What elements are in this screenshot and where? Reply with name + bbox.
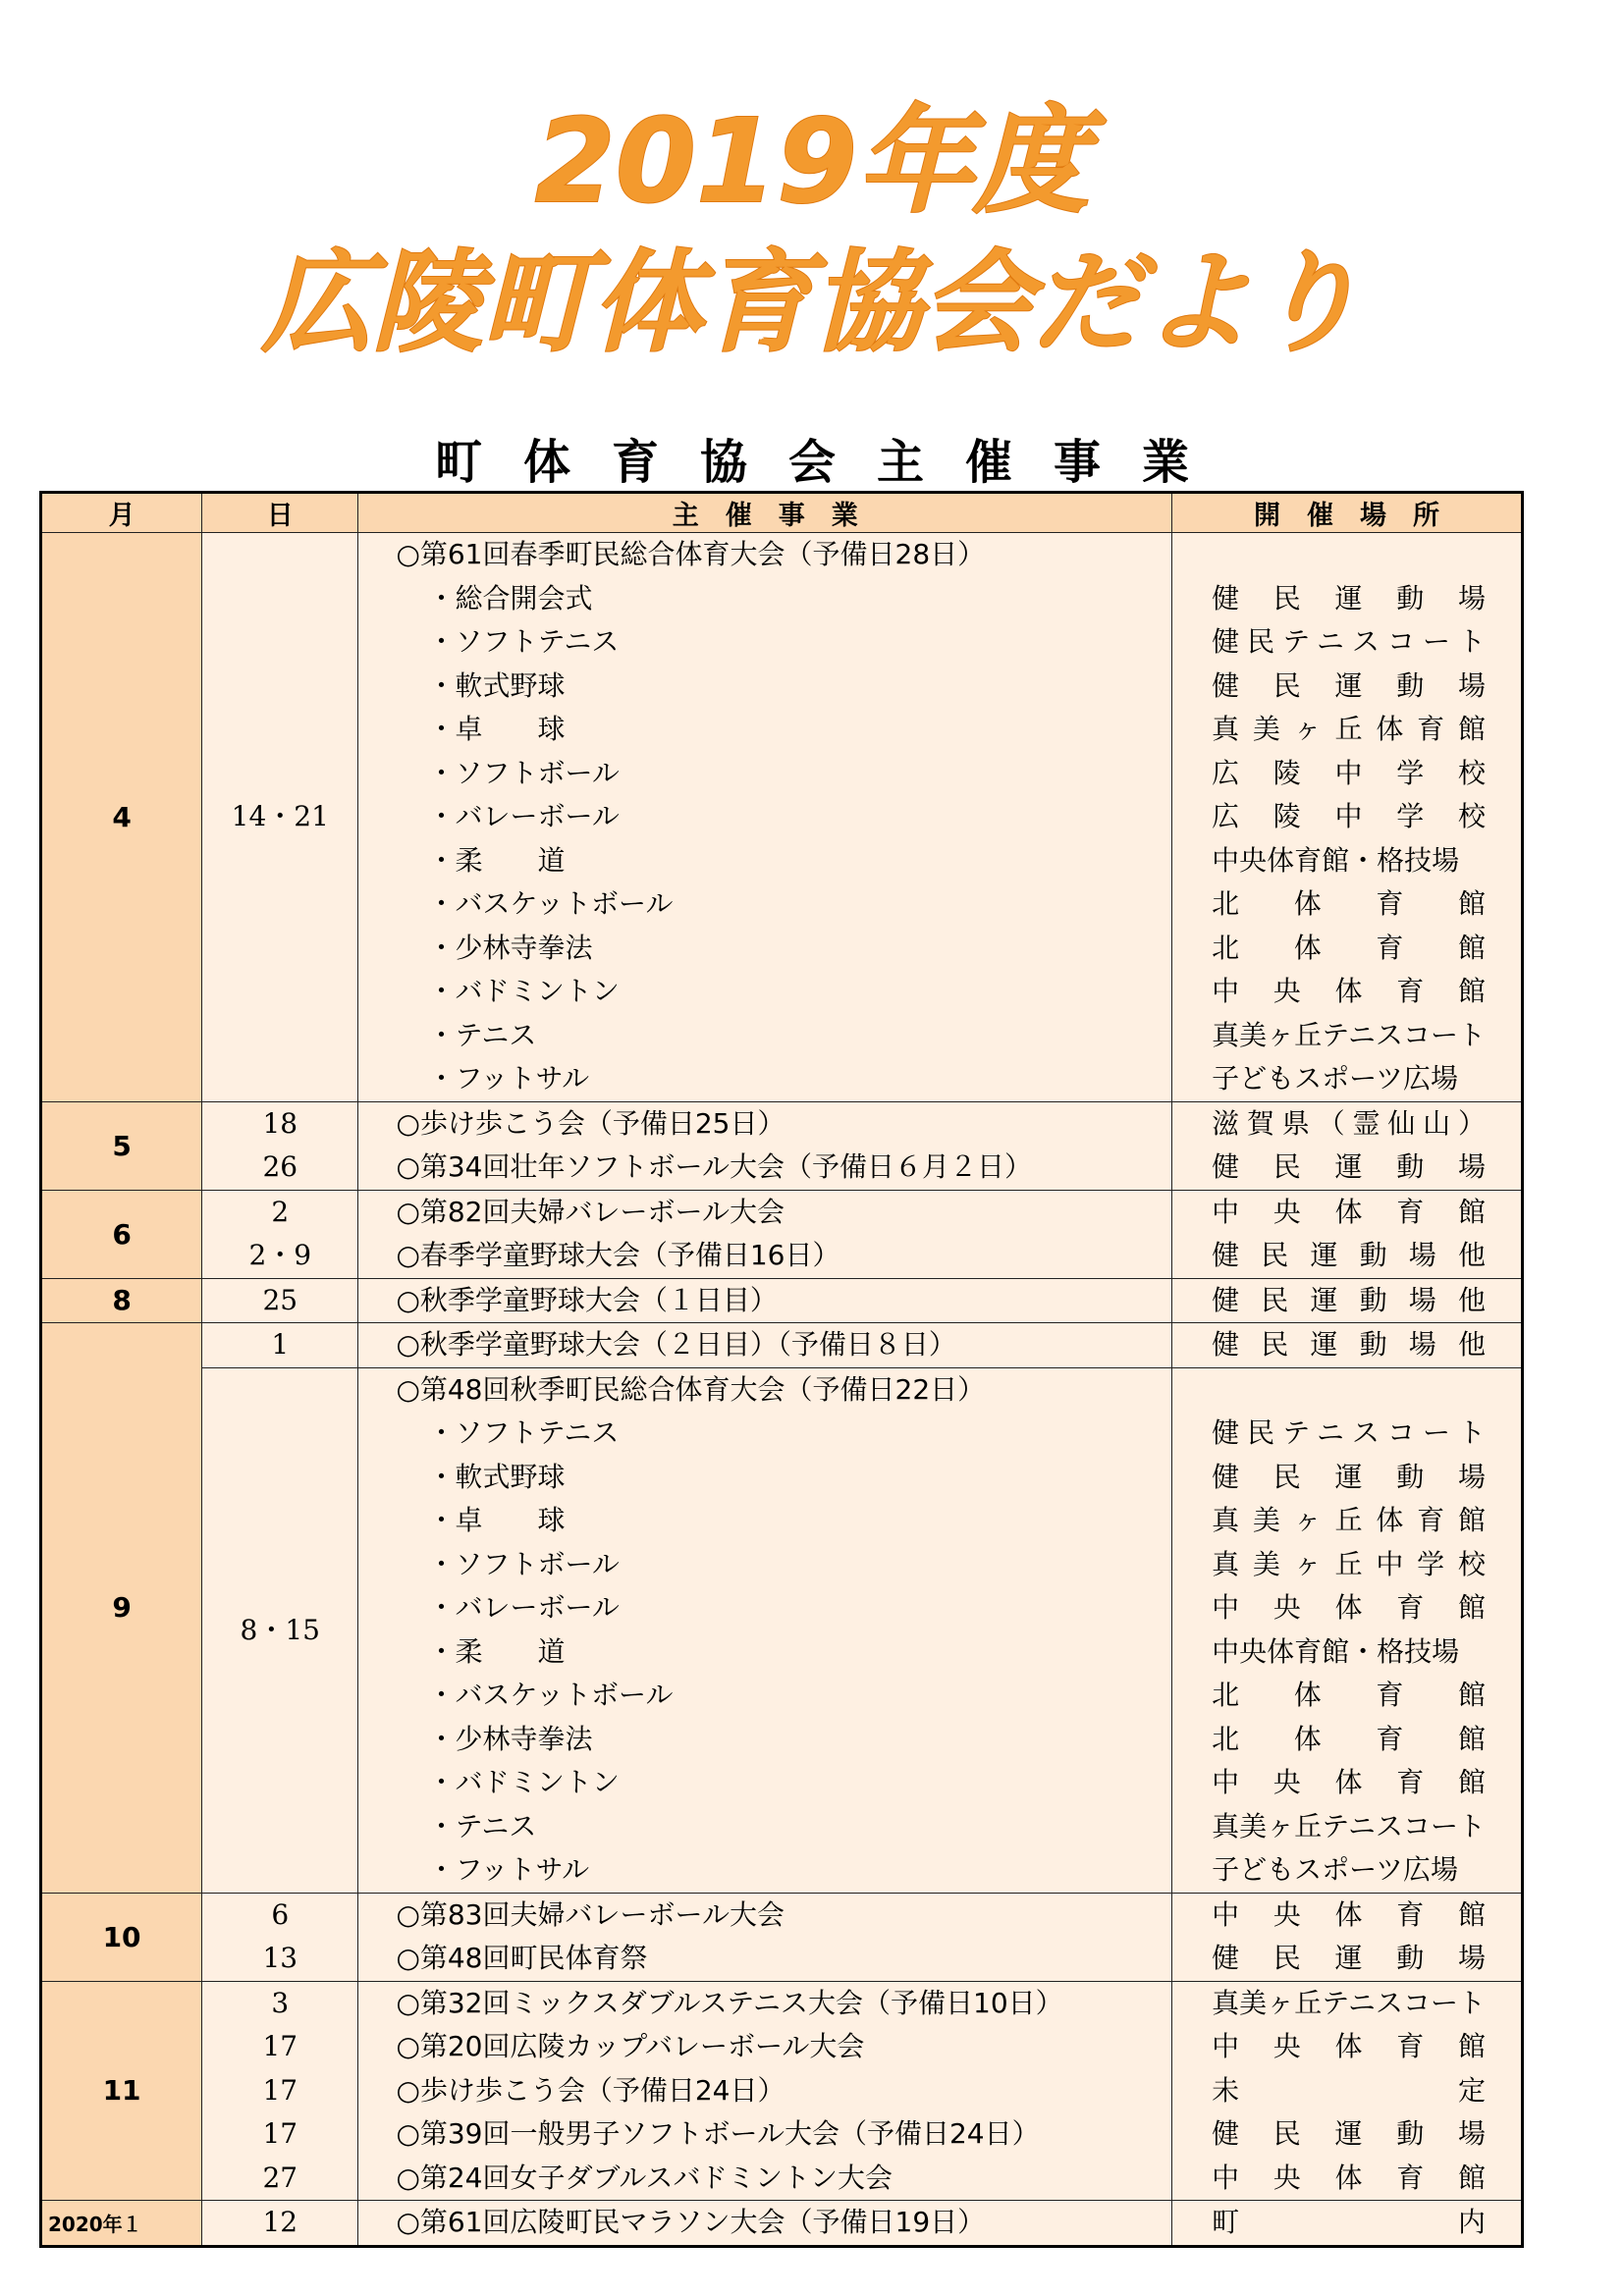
table-row <box>41 1981 1523 2201</box>
table-row <box>41 1323 1523 1368</box>
sub-event-name: ・フットサル <box>427 1062 590 1095</box>
event-name: ○第32回ミックスダブルステニス大会（予備日10日） <box>396 1986 1063 2019</box>
venue-cell <box>1172 1981 1523 2201</box>
day-value: 17 <box>262 2030 298 2062</box>
sub-event-name: ・テニス <box>427 1809 537 1842</box>
day-value: 13 <box>262 1942 298 1974</box>
event-name: ○秋季学童野球大会（１日目） <box>396 1283 778 1316</box>
header-venue: 開 催 場 所 <box>1172 493 1523 533</box>
table-row <box>41 2201 1523 2247</box>
table-row <box>41 1893 1523 1981</box>
venue-cell <box>1172 533 1523 1102</box>
event-cell <box>358 1323 1172 1368</box>
venue-name: 北体育館 <box>1212 1679 1486 1711</box>
month-cell: 8 <box>41 1278 202 1323</box>
sub-event-name: ・テニス <box>427 1018 537 1051</box>
sub-event-name: ・柔 道 <box>427 843 566 877</box>
sub-event-name: ・軟式野球 <box>427 668 566 702</box>
venue-name: 中央体育館・格技場 <box>1212 1634 1460 1668</box>
event-name: ○第39回一般男子ソフトボール大会（予備日24日） <box>396 2117 1040 2150</box>
event-name: ○春季学童野球大会（予備日16日） <box>396 1239 840 1271</box>
table-row <box>41 533 1523 1102</box>
title-line-2-text: 広陵町体育協会だより <box>262 240 1362 367</box>
day-cell <box>202 1981 358 2201</box>
venue-name <box>1172 1368 1521 1413</box>
venue-name: 健民運動場他 <box>1212 1239 1486 1271</box>
sub-event-name: ・バスケットボール <box>427 1679 674 1711</box>
day-value: 26 <box>262 1150 298 1183</box>
venue-cell <box>1172 2201 1523 2247</box>
sub-event-name: ・少林寺拳法 <box>427 1722 593 1755</box>
venue-cell <box>1172 1278 1523 1323</box>
month-cell: 11 <box>41 1981 202 2201</box>
day-cell <box>202 1101 358 1190</box>
month-cell: 6 <box>41 1190 202 1278</box>
event-name: ○第20回広陵カップバレーボール大会 <box>396 2030 865 2062</box>
venue-name: 中央体育館 <box>1212 1591 1486 1624</box>
header-month: 月 <box>41 493 202 533</box>
title-line-1 <box>0 98 1624 226</box>
table-row <box>41 1190 1523 1278</box>
event-name: ○第61回春季町民総合体育大会（予備日28日） <box>396 538 986 570</box>
sub-event-name: ・軟式野球 <box>427 1460 566 1493</box>
sub-event-name: ・ソフトテニス <box>427 625 620 658</box>
day-value: 2・9 <box>248 1239 312 1271</box>
venue-name: 真美ヶ丘テニスコート <box>1212 1986 1486 2019</box>
venue-name: 子どもスポーツ広場 <box>1212 1853 1458 1886</box>
event-cell <box>358 533 1172 1102</box>
event-name: ○第61回広陵町民マラソン大会（予備日19日） <box>396 2206 986 2238</box>
event-cell <box>358 1981 1172 2201</box>
table-row <box>41 1101 1523 1190</box>
venue-name: 中央体育館 <box>1212 1195 1486 1228</box>
day-value: 18 <box>262 1106 298 1140</box>
section-heading: 町体育協会主催事業 <box>434 435 1230 490</box>
venue-name: 中央体育館 <box>1212 1766 1486 1798</box>
venue-name: 健民運動場 <box>1212 2117 1486 2150</box>
day-value: 8・15 <box>240 1613 320 1646</box>
header-event: 主 催 事 業 <box>358 493 1172 533</box>
title-line-2 <box>0 231 1624 368</box>
event-cell <box>358 1101 1172 1190</box>
day-value: 14・21 <box>231 800 329 832</box>
event-name: ○秋季学童野球大会（２日目）（予備日８日） <box>396 1328 956 1361</box>
table-row <box>41 1278 1523 1323</box>
sub-event-name: ・ソフトボール <box>427 1547 620 1580</box>
venue-name: 真美ヶ丘テニスコート <box>1212 1809 1486 1842</box>
venue-name: 健民テニスコート <box>1212 1416 1486 1449</box>
venue-name: 中央体育館・格技場 <box>1212 843 1460 877</box>
event-name: ○第48回秋季町民総合体育大会（予備日22日） <box>396 1372 986 1406</box>
event-name: ○歩け歩こう会（予備日24日） <box>396 2073 785 2107</box>
title-line-1-text: 2019年度 <box>534 98 1090 226</box>
day-value: 27 <box>262 2161 298 2194</box>
day-value: 17 <box>262 2073 298 2107</box>
day-value: 1 <box>271 1328 290 1361</box>
venue-name: 広陵中学校 <box>1212 800 1486 832</box>
sub-event-name: ・ソフトテニス <box>427 1416 620 1449</box>
day-value: 3 <box>271 1986 290 2019</box>
venue-name: 中央体育館 <box>1212 1897 1486 1931</box>
sub-event-name: ・ソフトボール <box>427 756 620 789</box>
event-cell <box>358 1190 1172 1278</box>
venue-name: 健民テニスコート <box>1212 625 1486 658</box>
sub-event-name: ・バレーボール <box>427 800 620 832</box>
venue-name: 北体育館 <box>1212 931 1486 964</box>
day-value: 17 <box>262 2117 298 2150</box>
day-value: 2 <box>271 1195 290 1228</box>
venue-name: 真美ヶ丘テニスコート <box>1212 1018 1486 1051</box>
event-cell <box>358 1367 1172 1893</box>
event-cell <box>358 2201 1172 2247</box>
event-schedule-table <box>39 491 1524 2248</box>
table-header-row <box>41 493 1523 533</box>
table-row <box>41 1367 1523 1893</box>
sub-event-name: ・フットサル <box>427 1853 590 1886</box>
venue-name: 真美ヶ丘体育館 <box>1212 1504 1486 1536</box>
venue-cell <box>1172 1190 1523 1278</box>
event-cell <box>358 1893 1172 1981</box>
sub-event-name: ・卓 球 <box>427 1504 566 1536</box>
sub-event-name: ・少林寺拳法 <box>427 931 593 964</box>
header-day: 日 <box>202 493 358 533</box>
venue-name: 真美ヶ丘体育館 <box>1212 713 1486 745</box>
venue-cell <box>1172 1323 1523 1368</box>
venue-name: 真美ヶ丘中学校 <box>1212 1547 1486 1580</box>
venue-name: 中央体育館 <box>1212 975 1486 1007</box>
event-name: ○第82回夫婦バレーボール大会 <box>396 1195 785 1228</box>
venue-name: 健民運動場 <box>1212 1150 1486 1183</box>
sub-event-name: ・卓 球 <box>427 713 566 745</box>
sub-event-name: ・バドミントン <box>427 1766 620 1798</box>
event-name: ○歩け歩こう会（予備日25日） <box>396 1106 785 1140</box>
month-cell: 10 <box>41 1893 202 1981</box>
event-cell <box>358 1278 1172 1323</box>
venue-name <box>1172 533 1521 577</box>
venue-name: 北体育館 <box>1212 887 1486 920</box>
event-name: ○第83回夫婦バレーボール大会 <box>396 1897 785 1931</box>
venue-name: 滋賀県（霊仙山） <box>1212 1106 1486 1140</box>
venue-cell <box>1172 1893 1523 1981</box>
month-cell: 4 <box>41 533 202 1102</box>
sub-event-name: ・柔 道 <box>427 1634 566 1668</box>
sub-event-name: ・バレーボール <box>427 1591 620 1624</box>
sub-event-name: ・バドミントン <box>427 975 620 1007</box>
venue-name: 子どもスポーツ広場 <box>1212 1062 1458 1095</box>
venue-name: 中央体育館 <box>1212 2161 1486 2194</box>
event-name: ○第34回壮年ソフトボール大会（予備日６月２日） <box>396 1150 1032 1183</box>
venue-name: 広陵中学校 <box>1212 756 1486 789</box>
venue-name: 健民運動場 <box>1212 668 1486 702</box>
day-cell <box>202 1190 358 1278</box>
day-cell <box>202 533 358 1102</box>
day-value: 6 <box>271 1897 290 1931</box>
day-cell <box>202 1367 358 1893</box>
day-cell <box>202 1893 358 1981</box>
venue-name: 健民運動場 <box>1212 1460 1486 1493</box>
month-cell: 2020年１ <box>41 2201 202 2247</box>
venue-name: 健民運動場他 <box>1212 1283 1486 1316</box>
venue-name: 町内 <box>1212 2206 1486 2238</box>
venue-name: 健民運動場 <box>1212 1942 1486 1974</box>
day-value: 25 <box>262 1283 298 1316</box>
sub-event-name: ・総合開会式 <box>427 581 593 614</box>
event-name: ○第24回女子ダブルスバドミントン大会 <box>396 2161 893 2194</box>
month-cell: 5 <box>41 1101 202 1190</box>
month-cell: 9 <box>41 1323 202 1894</box>
venue-name: 中央体育館 <box>1212 2030 1486 2062</box>
event-name: ○第48回町民体育祭 <box>396 1942 648 1974</box>
venue-name: 北体育館 <box>1212 1722 1486 1755</box>
venue-name: 健民運動場 <box>1212 581 1486 614</box>
day-cell <box>202 1278 358 1323</box>
venue-name: 健民運動場他 <box>1212 1328 1486 1361</box>
venue-cell <box>1172 1101 1523 1190</box>
day-cell <box>202 1323 358 1368</box>
day-cell <box>202 2201 358 2247</box>
venue-name: 未定 <box>1212 2073 1486 2107</box>
sub-event-name: ・バスケットボール <box>427 887 674 920</box>
day-value: 12 <box>262 2206 298 2238</box>
venue-cell <box>1172 1367 1523 1893</box>
